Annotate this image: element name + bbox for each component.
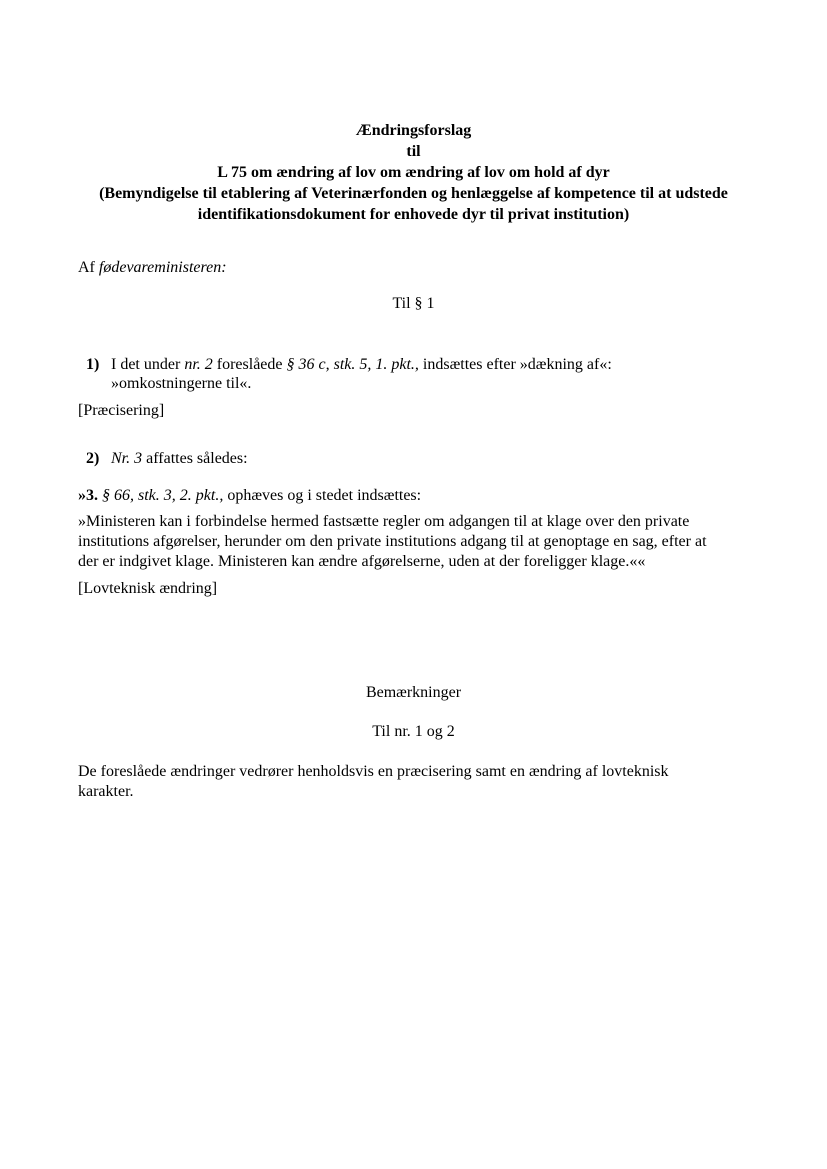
item-1-number: [86, 355, 112, 375]
remarks-subheading: Til nr. 1 og 2: [372, 723, 455, 740]
item-2-subitem: [78, 486, 758, 506]
item-1-text-c: indsættes efter »dækning af«:: [418, 356, 612, 373]
item-2-sub-number: »3.: [78, 487, 98, 504]
item-2-number: [86, 449, 112, 469]
item-1-ref-section: § 36 c, stk. 5, 1. pkt.,: [286, 356, 419, 373]
item-1-number-label: 1): [86, 356, 100, 373]
title-line-2: til: [406, 143, 421, 160]
item-2-sub-text: ophæves og i stedet indsættes:: [223, 487, 422, 504]
title-line-4: (Bemyndigelse til etablering af Veterinærfonden og henlæggelse af kompetence til at udstede: [99, 185, 728, 202]
item-2-quote-line-3: der er indgivet klage. Ministeren kan ændre afgørelserne, uden at der foreligger klage.««: [78, 553, 646, 570]
title-line-3: L 75 om ændring af lov om ændring af lov om hold af dyr: [217, 164, 610, 181]
byline-prefix: Af: [78, 259, 99, 276]
item-1-ref-nr: nr. 2: [184, 356, 213, 373]
section-heading: Til § 1: [392, 295, 435, 312]
item-1-text-d: »omkostningerne til«.: [111, 375, 252, 392]
item-2-note: [Lovteknisk ændring]: [78, 580, 218, 597]
item-1-note: [Præcisering]: [78, 402, 165, 419]
item-1-text-a: I det under: [111, 356, 185, 373]
document-title: [40, 120, 787, 225]
byline: [78, 258, 227, 278]
remarks-body: [78, 762, 758, 802]
item-2-quote-line-1: »Ministeren kan i forbindelse hermed fastsætte regler om adgangen til at klage over den private: [78, 513, 690, 530]
item-2-text: [111, 449, 751, 468]
title-line-5: identifikationsdokument for enhovede dyr til privat institution): [197, 206, 630, 223]
remarks-line-1: De foreslåede ændringer vedrører henholdsvis en præcisering samt en ændring af lovteknisk: [78, 763, 669, 780]
item-2-ref-nr: Nr. 3: [111, 450, 143, 467]
item-2-text-body: affattes således:: [142, 450, 248, 467]
item-2-sub-ref: § 66, stk. 3, 2. pkt.,: [102, 487, 224, 504]
remarks-line-2: karakter.: [78, 783, 134, 800]
item-2-quote: [78, 512, 758, 572]
byline-author: fødevareministeren:: [98, 259, 227, 276]
item-2-quote-line-2: institutions afgørelser, herunder om den private institutions adgang til at genoptage en sag, efter at: [78, 533, 707, 550]
item-1-text: [111, 355, 751, 393]
title-line-1: Ændringsforslag: [355, 122, 472, 139]
item-1-text-b: foreslåede: [212, 356, 287, 373]
remarks-heading: Bemærkninger: [365, 684, 462, 701]
item-2-number-label: 2): [86, 450, 100, 467]
